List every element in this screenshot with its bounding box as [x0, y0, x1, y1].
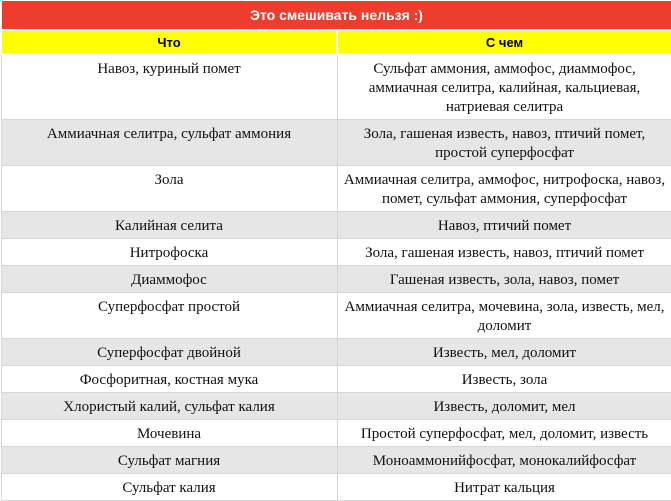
table-row: [1, 293, 671, 339]
cell-with-what: Аммиачная селитра, мочевина, зола, известь, мел, доломит: [337, 293, 671, 339]
cell-what: Суперфосфат простой: [1, 293, 337, 339]
cell-with-what: Зола, гашеная известь, навоз, птичий помет, простой суперфосфат: [337, 120, 671, 166]
table-row: [1, 339, 671, 366]
column-header-with-what: С чем: [337, 30, 671, 54]
table-row: [1, 166, 671, 212]
table-row: [1, 212, 671, 239]
table-row: [1, 474, 671, 501]
cell-what: Диаммофос: [1, 266, 337, 293]
cell-with-what: Зола, гашеная известь, навоз, птичий помет: [337, 239, 671, 266]
table-body: [1, 54, 671, 501]
table-title: Это смешивать нельзя :): [1, 1, 671, 31]
cell-what: Сульфат калия: [1, 474, 337, 501]
table-row: [1, 120, 671, 166]
table-row: [1, 239, 671, 266]
cell-what: Хлористый калий, сульфат калия: [1, 393, 337, 420]
cell-what: Сульфат магния: [1, 447, 337, 474]
cell-what: Калийная селита: [1, 212, 337, 239]
cell-with-what: Моноаммонийфосфат, монокалийфосфат: [337, 447, 671, 474]
cell-what: Мочевина: [1, 420, 337, 447]
cell-with-what: Навоз, птичий помет: [337, 212, 671, 239]
cell-with-what: Аммиачная селитра, аммофос, нитрофоска, навоз, помет, сульфат аммония, суперфосфат: [337, 166, 671, 212]
cell-with-what: Сульфат аммония, аммофос, диаммофос, аммиачная селитра, калийная, кальциевая, натриевая селитра: [337, 54, 671, 120]
cell-what: Нитрофоска: [1, 239, 337, 266]
cell-with-what: Гашеная известь, зола, навоз, помет: [337, 266, 671, 293]
column-header-what: Что: [1, 30, 337, 54]
table-row: [1, 54, 671, 120]
table-row: [1, 366, 671, 393]
cell-with-what: Нитрат кальция: [337, 474, 671, 501]
table-row: [1, 393, 671, 420]
table-row: [1, 420, 671, 447]
table-row: [1, 266, 671, 293]
cell-with-what: Простой суперфосфат, мел, доломит, известь: [337, 420, 671, 447]
table-row: [1, 447, 671, 474]
cell-what: Навоз, куриный помет: [1, 54, 337, 120]
cell-what: Аммиачная селитра, сульфат аммония: [1, 120, 337, 166]
cell-with-what: Известь, доломит, мел: [337, 393, 671, 420]
cell-what: Суперфосфат двойной: [1, 339, 337, 366]
cell-what: Зола: [1, 166, 337, 212]
cell-with-what: Известь, мел, доломит: [337, 339, 671, 366]
cell-what: Фосфоритная, костная мука: [1, 366, 337, 393]
cell-with-what: Известь, зола: [337, 366, 671, 393]
